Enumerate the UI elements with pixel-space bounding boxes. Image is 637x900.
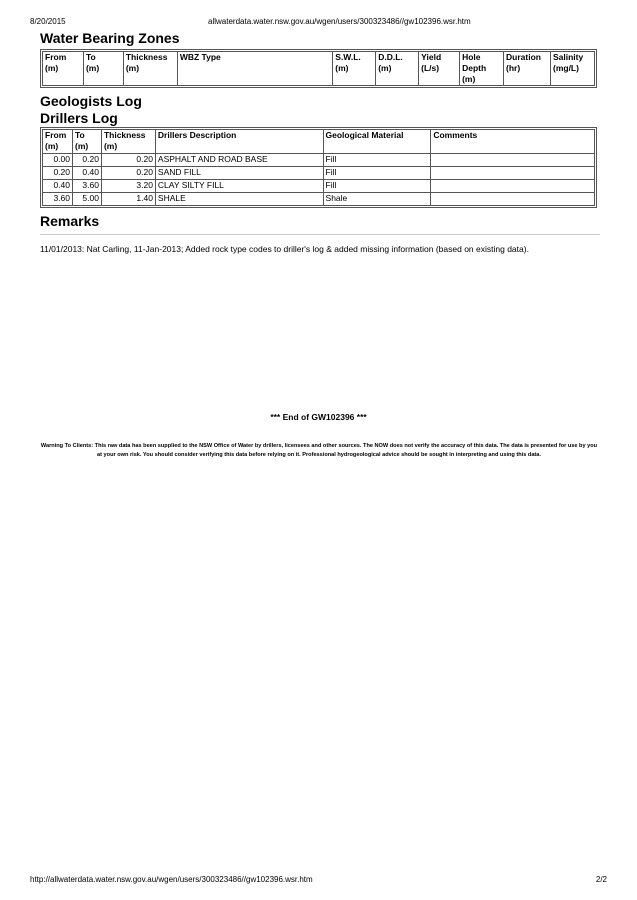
- wbz-col-label: S.W.L.: [335, 52, 361, 62]
- wbz-col-unit: (m): [462, 74, 476, 84]
- drillers-log-table-frame: [40, 127, 597, 208]
- drillers-log-table: [42, 129, 595, 206]
- drillers-header-row: [43, 130, 595, 154]
- wbz-header-row: [43, 52, 595, 86]
- cell-to: 0.20: [72, 154, 101, 167]
- wbz-col-thickness: [123, 52, 177, 86]
- cell-material: Fill: [323, 180, 431, 193]
- drillers-col-from: [43, 130, 73, 154]
- cell-comments: [431, 193, 595, 206]
- cell-description: CLAY SILTY FILL: [155, 180, 323, 193]
- page-number: 2/2: [595, 875, 607, 884]
- wbz-col-label: WBZ Type: [179, 52, 221, 62]
- drillers-log-title: Drillers Log: [40, 110, 118, 126]
- cell-comments: [431, 167, 595, 180]
- drillers-col-to: [72, 130, 101, 154]
- table-row: [43, 180, 595, 193]
- wbz-col-label: Thickness: [125, 52, 168, 62]
- footer-url: http://allwaterdata.water.nsw.gov.au/wgen/users/300323486//gw102396.wsr.htm: [30, 875, 313, 884]
- drillers-col-unit: (m): [45, 141, 59, 151]
- wbz-col-label: Salinity: [552, 52, 584, 62]
- cell-thickness: 0.20: [101, 167, 155, 180]
- cell-description: ASPHALT AND ROAD BASE: [155, 154, 323, 167]
- wbz-col-unit: (m): [125, 63, 140, 73]
- remarks-text: 11/01/2013: Nat Carling, 11-Jan-2013; Added rock type codes to driller's log & added missing information (based on existing data).: [40, 244, 529, 254]
- wbz-col-label: From: [45, 52, 67, 62]
- print-date: 8/20/2015: [30, 17, 66, 26]
- cell-thickness: 0.20: [101, 154, 155, 167]
- cell-comments: [431, 154, 595, 167]
- wbz-col-type: [177, 52, 332, 86]
- wbz-col-from: [43, 52, 84, 86]
- wbz-col-unit: (L/s): [421, 63, 440, 73]
- wbz-col-label: D.D.L.: [378, 52, 403, 62]
- cell-from: 3.60: [43, 193, 73, 206]
- wbz-col-duration: [504, 52, 551, 86]
- drillers-col-label: Thickness: [103, 130, 146, 140]
- wbz-col-unit: (mg/L): [552, 63, 579, 73]
- table-row: [43, 193, 595, 206]
- geologists-log-title: Geologists Log: [40, 93, 142, 109]
- drillers-col-label: From: [45, 130, 67, 140]
- warning-to-clients: Warning To Clients: This raw data has been supplied to the NSW Office of Water by drillers, licensees and other sources. The NOW does not verify the accuracy of this data. The data is presented for use by you at your own risk. You should consider verifying this data before relying on it. Professional hydrogeological advice should be sought in interpreting and using this data.: [40, 443, 598, 458]
- cell-to: 0.40: [72, 167, 101, 180]
- wbz-col-unit: (m): [335, 63, 349, 73]
- table-row: [43, 167, 595, 180]
- drillers-col-label: Comments: [433, 130, 478, 140]
- wbz-col-unit: (hr): [506, 63, 521, 73]
- cell-to: 3.60: [72, 180, 101, 193]
- drillers-col-label: Geological Material: [325, 130, 404, 140]
- print-url: allwaterdata.water.nsw.gov.au/wgen/users/300323486//gw102396.wsr.htm: [208, 17, 471, 26]
- drillers-col-thickness: [101, 130, 155, 154]
- wbz-col-unit: (m): [378, 63, 392, 73]
- table-row: [43, 154, 595, 167]
- cell-comments: [431, 180, 595, 193]
- drillers-col-unit: (m): [74, 141, 89, 151]
- cell-from: 0.40: [43, 180, 73, 193]
- wbz-col-ddl: [376, 52, 419, 86]
- wbz-col-swl: [333, 52, 376, 86]
- cell-material: Fill: [323, 154, 431, 167]
- wbz-col-label: Duration: [506, 52, 541, 62]
- cell-from: 0.20: [43, 167, 73, 180]
- drillers-col-material: [323, 130, 431, 154]
- wbz-col-label: Yield: [421, 52, 442, 62]
- wbz-col-label: Hole: [462, 52, 481, 62]
- remarks-divider: [40, 234, 600, 235]
- cell-material: Shale: [323, 193, 431, 206]
- drillers-col-description: [155, 130, 323, 154]
- end-of-report-marker: *** End of GW102396 ***: [270, 412, 367, 422]
- water-bearing-zones-table-frame: [40, 49, 597, 88]
- wbz-col-yield: [419, 52, 460, 86]
- wbz-col-label: To: [85, 52, 96, 62]
- water-bearing-zones-title: Water Bearing Zones: [40, 30, 180, 46]
- cell-from: 0.00: [43, 154, 73, 167]
- wbz-col-hole-depth: [460, 52, 504, 86]
- drillers-col-label: To: [74, 130, 85, 140]
- remarks-title: Remarks: [40, 213, 100, 229]
- drillers-col-label: Drillers Description: [157, 130, 237, 140]
- drillers-col-comments: [431, 130, 595, 154]
- cell-thickness: 3.20: [101, 180, 155, 193]
- cell-material: Fill: [323, 167, 431, 180]
- wbz-col-label-2: Depth: [462, 63, 487, 73]
- print-footer: [30, 875, 607, 887]
- wbz-col-unit: (m): [45, 63, 59, 73]
- report-content: [40, 30, 600, 254]
- water-bearing-zones-table: [42, 51, 595, 86]
- wbz-col-unit: (m): [85, 63, 100, 73]
- print-header: [30, 17, 607, 29]
- wbz-col-to: [83, 52, 123, 86]
- drillers-col-unit: (m): [103, 141, 118, 151]
- cell-description: SAND FILL: [155, 167, 323, 180]
- cell-to: 5.00: [72, 193, 101, 206]
- cell-thickness: 1.40: [101, 193, 155, 206]
- wbz-col-salinity: [550, 52, 594, 86]
- cell-description: SHALE: [155, 193, 323, 206]
